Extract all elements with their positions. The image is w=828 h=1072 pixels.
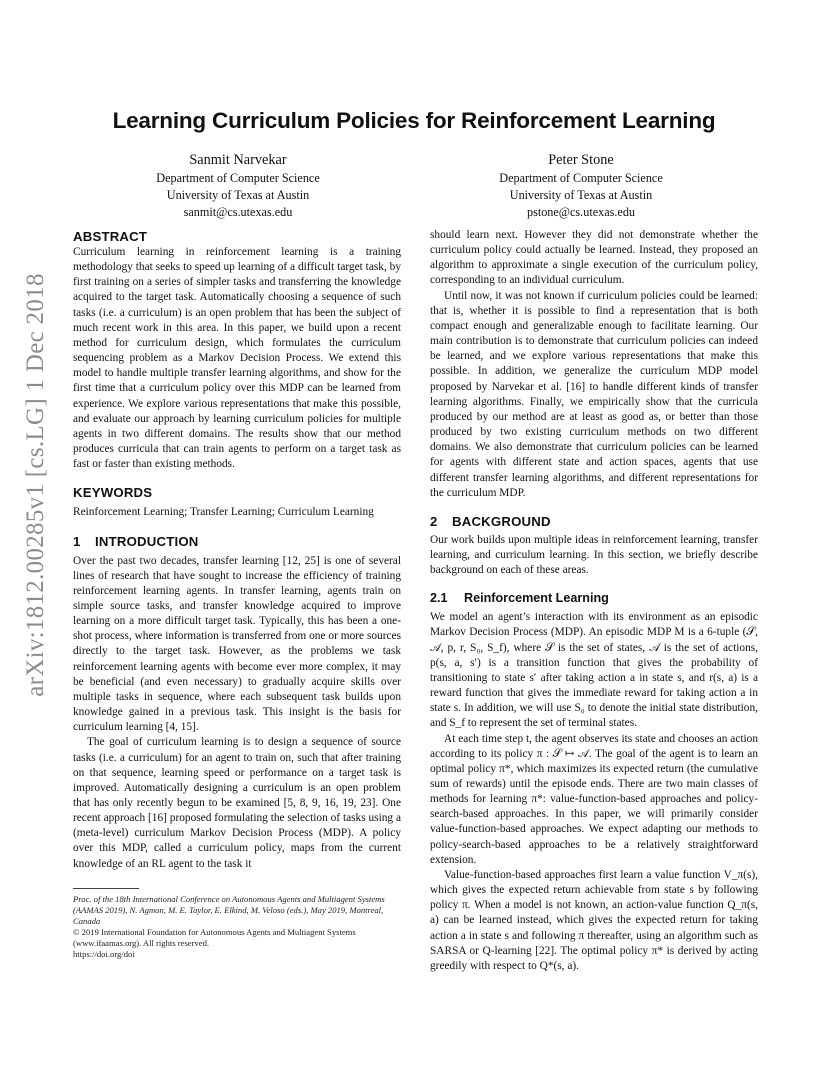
paper-title: Learning Curriculum Policies for Reinforcement Learning (112, 108, 716, 133)
arxiv-stamp (19, 273, 53, 697)
intro-paragraph-1: Over the past two decades, transfer learning [12, 25] is one of several lines of research that have sought to increase the efficiency of training reinforcement learning agents. In transfer learning, agents train on simple source tasks, and transfer knowledge acquired to improve learning on a more difficult target task. Typically, this has been a one-shot process, where information is transferred from one or more sources directly to the target task. However, as the problems we task reinforcement learning agents with become ever more complex, it may be beneficial (and even necessary) to gradually acquire skills over multiple tasks in sequence, where each subsequent task builds upon knowledge gained in a previous task. This insight is the basis for curriculum learning [4, 15]. (73, 554, 401, 734)
abstract-heading: ABSTRACT (73, 229, 148, 244)
subsection-title: Reinforcement Learning (464, 591, 609, 606)
intro-paragraph-3: should learn next. However they did not demonstrate whether the curriculum policy could actually be learned. Instead, they proposed an algorithm to approximate a single execution of the curriculum policy, corresponding to an individual curriculum. (430, 229, 758, 287)
conference-info: Proc. of the 18th International Conference on Autonomous Agents and Multiagent Systems (AAMAS 2019), N. Agmon, M. E. Taylor, E. Elkind, M. Veloso (eds.), May 2019, Montreal, Canada (73, 894, 385, 926)
keywords-heading: KEYWORDS (73, 485, 153, 501)
intro-paragraph-4: Until now, it was not known if curriculum policies could be learned: that is, whether it is possible to find a representation that is both compact enough and generalizable enough to facilitate learning. Our main contribution is to demonstrate that curriculum policies can indeed be learned, and we explore various representations that make this possible. In addition, we generalize the curriculum MDP model proposed by Narvekar et al. [16] to handle different kinds of transfer learning algorithms. Finally, we empirically show that the curricula produced by our method are at least as good as, or better than those produced by two existing curriculum methods on two different domains. We also demonstrate that curriculum policies can be learned for agents with different state and action spaces, agents that use different transfer learning algorithms, and different representations for the curriculum MDP. (430, 289, 758, 499)
author-email: sanmit@cs.utexas.edu (183, 205, 293, 219)
author-department: Department of Computer Science (156, 171, 320, 185)
doi-link[interactable]: https://doi.org/doi (73, 949, 135, 959)
section-heading-introduction (73, 533, 401, 550)
intro-paragraph-2: The goal of curriculum learning is to design a sequence of source tasks (i.e. a curriculum) for an agent to train on, such that after training on that sequence, learning speed or performance on a target task is improved. Automatically designing a curriculum is an open problem that has only recently begun to be examined [5, 8, 9, 16, 19, 23]. One recent approach [16] proposed formulating the selection of tasks using a (meta-level) curriculum Markov Decision Process (MDP). A policy over this MDP, called a curriculum policy, maps from the current knowledge of an RL agent to the task it (73, 736, 401, 870)
copyright-notice: © 2019 International Foundation for Autonomous Agents and Multiagent Systems (www.ifaamas.org). All rights reserved. (73, 927, 356, 948)
section-number: 2 (430, 513, 438, 529)
author-university: University of Texas at Austin (166, 188, 310, 202)
arxiv-stamp-text: arXiv:1812.00285v1 [cs.LG] 1 Dec 2018 (22, 273, 50, 697)
author-email: pstone@cs.utexas.edu (526, 205, 636, 219)
author-university: University of Texas at Austin (509, 188, 653, 202)
section-heading-background (430, 513, 758, 530)
subsection-heading-rl (430, 590, 758, 607)
abstract-text: Curriculum learning in reinforcement learning is a training methodology that seeks to speed up learning of a difficult target task, by first training on a series of simpler tasks and transferring the knowledge acquired to the target task. Automatically choosing a sequence of such tasks (i.e. a curriculum) is an open problem that has been the subject of much recent work in this area. In this paper, we build upon a recent method for curriculum design, which formulates the curriculum sequencing problem as a Markov Decision Process. We extend this model to handle multiple transfer learning algorithms, and show for the first time that a curriculum policy over this MDP can be learned from experience. We explore various representations that make this possible, and evaluate our approach by learning curriculum policies for multiple agents in two different domains. The results show that our method produces curricula that can train agents to perform on a target task as fast or faster than existing methods. (73, 246, 401, 471)
section-title: BACKGROUND (452, 513, 551, 529)
rl-paragraph-3: Value-function-based approaches first learn a value function V_π(s), which gives the expected return achievable from state s by following policy π. When a model is not known, an action-value function Q_π(s, a) can be learned instead, which gives the expected return for taking action a in state s and following π thereafter, using an algorithm such as SARSA or Q-learning [22]. The optimal policy π* is derived by acting greedily with respect to Q*(s, a). (430, 868, 758, 972)
author-department: Department of Computer Science (499, 171, 663, 185)
section-number: 1 (73, 533, 81, 549)
footnote-rule (73, 888, 139, 889)
background-paragraph-1: Our work builds upon multiple ideas in reinforcement learning, transfer learning, and curriculum learning. In this section, we briefly describe background on each of these areas. (430, 533, 758, 577)
keywords-text: Reinforcement Learning; Transfer Learning; Curriculum Learning (73, 506, 374, 519)
left-column (73, 228, 401, 872)
rl-paragraph-2: At each time step t, the agent observes its state and chooses an action according to its policy π : 𝒮 ↦ 𝒜. The goal of the agent is to learn an optimal policy π*, which maximizes its expected return (the cumulative sum of rewards) until the episode ends. There are two main classes of methods for learning π*: value-function-based approaches and policy-search-based approaches. In this paper, we will primarily consider value-function-based approaches. We expect adapting our methods to policy-search-based approaches to be a relatively straightforward extension. (430, 732, 758, 866)
author-name: Peter Stone (548, 152, 614, 168)
rl-paragraph-1: We model an agent’s interaction with its environment as an episodic Markov Decision Process (MDP). An episodic MDP M is a 6-tuple (𝒮, 𝒜, p, r, S₀, S_f), where 𝒮 is the set of states, 𝒜 is the set of actions, p(s, a, s′) is a transition function that gives the probability of transitioning to state s′ after taking action a in state s, and r(s, a) is a reward function that gives the immediate reward for taking action a in state s. In addition, we will use S₀ to denote the initial state distribution, and S_f to represent the set of terminal states. (430, 611, 758, 730)
footnote (73, 888, 401, 960)
author-name: Sanmit Narvekar (189, 152, 287, 168)
author-block-2 (421, 151, 741, 221)
section-title: INTRODUCTION (95, 533, 199, 549)
right-column (430, 228, 758, 974)
subsection-number: 2.1 (430, 591, 448, 606)
author-block-1 (78, 151, 398, 221)
